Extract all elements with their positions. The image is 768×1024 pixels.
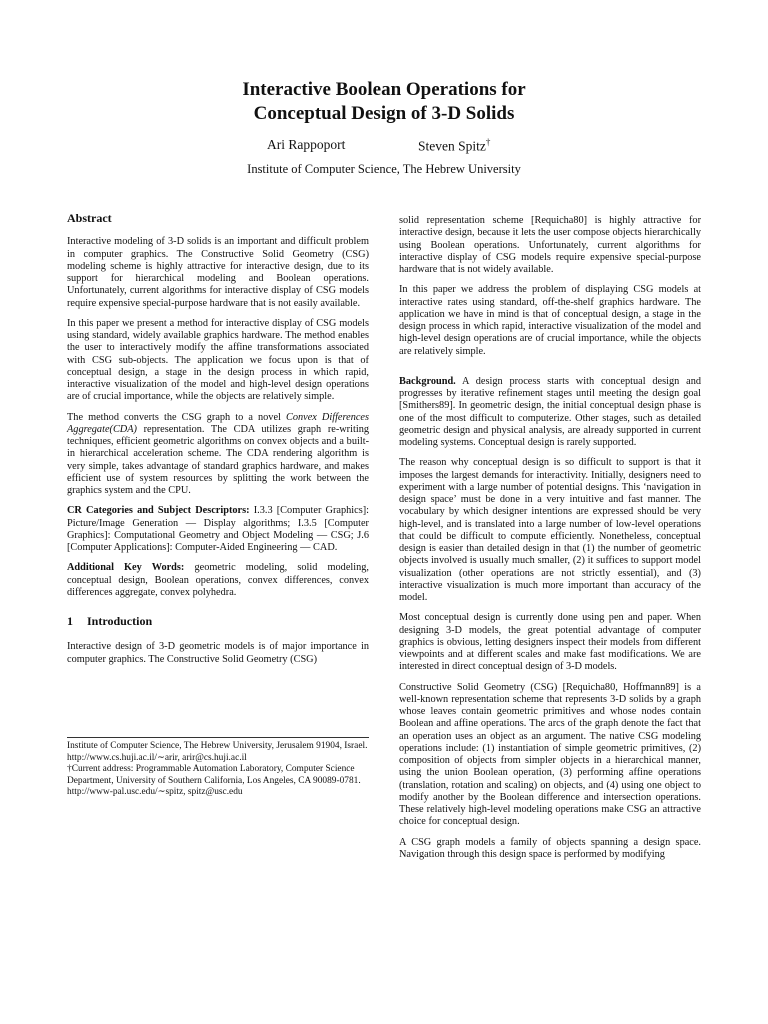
left-column xyxy=(67,212,369,674)
author-spitz-name: Steven Spitz xyxy=(418,138,486,154)
abstract-heading: Abstract xyxy=(67,211,112,225)
section-heading-introduction xyxy=(67,615,369,627)
background-heading: Background. xyxy=(399,375,456,387)
affiliation: Institute of Computer Science, The Hebrew University xyxy=(247,162,521,176)
cr-categories-text: I.3.3 [Computer Graphics]: Picture/Image Generation — Display algorithms; I.3.5 [Computer Graphics]: Computational Geometry and Object Modeling — CSG; J.6 [Computer Applications]: Computer-Aided Engineering — CAD. xyxy=(67,505,369,553)
footnote-2: †Current address: Programmable Automation Laboratory, Computer Science Department, University of Southern California, Los Angeles, CA 90089-0781. http://www-pal.usc.edu/∼spitz, spitz@usc.edu xyxy=(67,764,361,797)
right-paragraph-2: In this paper we address the problem of displaying CSG models at interactive rates using standard, off-the-shelf graphics hardware. The application we have in mind is that of conceptual design, a stage in the design process in which rapid, interactive visualization of the model and high-level design operations are of crucial importance, while the objects are relatively simple. xyxy=(399,284,701,357)
keywords-heading: Additional Key Words: xyxy=(67,562,185,574)
author-list xyxy=(0,137,768,157)
abstract-p3-start: The method converts the CSG graph to a novel xyxy=(67,411,286,423)
background-text: A design process starts with conceptual design and progresses by iterative refinement stages until meeting the design goal [Smithers89]. In geometric design, the initial conceptual design phase is one of the most difficult to computerize. Other stages, such as detailed geometric design and physical analysis, are already supported in current modeling systems. Conceptual design is rarely supported. xyxy=(399,375,701,448)
footnote-text xyxy=(67,741,369,799)
abstract-p3-end: representation. The CDA utilizes graph re-writing techniques, efficient geometric algorithms on convex objects and a built-in hierarchical acceleration scheme. The CDA rendering algorithm is very simple, takes advantage of standard graphics hardware, and makes efficient use of system resources by splitting the work between the graphics system and the CPU. xyxy=(67,423,369,496)
right-paragraph-6: Constructive Solid Geometry (CSG) [Requicha80, Hoffmann89] is a well-known representation scheme that represents 3-D solids by a graph whose leaves contain geometric primitives and whose nodes contain Boolean and affine operations. The arcs of the graph denote the fact that an operation uses an object as an argument. The native CSG modeling operations include: (1) instantiation of simple geometric primitives, (2) composition of objects from simpler objects in a hierarchical manner, using the union Boolean operation, (3) performing affine operations (translation, rotation and scaling) on objects, and (4) using one object to modify another by the Boolean difference and intersection operations. These relatively high-level modeling operations make CSG an attractive choice for conceptual design. xyxy=(399,681,701,828)
cr-categories-heading: CR Categories and Subject Descriptors: xyxy=(67,505,250,517)
right-paragraph-7: A CSG graph models a family of objects spanning a design space. Navigation through this design space is performed by modifying xyxy=(399,836,701,860)
right-paragraph-1: solid representation scheme [Requicha80] is highly attractive for interactive design, because it lets the user compose objects hierarchically using Boolean operations. Unfortunately, current algorithms for interactive display of CSG models require expensive special-purpose hardware that is not widely available. xyxy=(399,215,701,275)
footnote-1: Institute of Computer Science, The Hebrew University, Jerusalem 91904, Israel. http://www.cs.huji.ac.il/∼arir, arir@cs.huji.ac.il xyxy=(67,741,368,763)
cda-term: Convex Differences Aggregate(CDA) xyxy=(67,411,369,435)
abstract-paragraph-3 xyxy=(67,412,369,498)
background-paragraph xyxy=(399,376,701,450)
right-column xyxy=(399,215,701,869)
right-paragraph-5: Most conceptual design is currently done using pen and paper. When designing 3-D models, the great potential advantage of computer graphics is obvious, letting designers inspect their models from different viewpoints and at different scales and make fast modifications. We are interested in direct conceptual design of 3-D models. xyxy=(399,612,701,673)
dagger-mark: † xyxy=(485,137,491,147)
author-spitz xyxy=(418,137,490,155)
title-line-1: Interactive Boolean Operations for xyxy=(242,79,526,100)
section-number: 1 xyxy=(67,614,73,628)
intro-paragraph-1: Interactive design of 3-D geometric models is of major importance in computer graphics. The Constructive Solid Geometry (CSG) xyxy=(67,641,369,665)
section-title: Introduction xyxy=(87,614,153,628)
keywords-text: geometric modeling, solid modeling, conceptual design, Boolean operations, convex differences, convex differences aggregate, convex polyhedra. xyxy=(67,562,369,598)
title-line-2: Conceptual Design of 3-D Solids xyxy=(253,103,515,124)
paper-title xyxy=(0,78,768,126)
author-rappoport: Ari Rappoport xyxy=(267,137,346,152)
footnote-rule xyxy=(67,737,369,738)
abstract-paragraph-1: Interactive modeling of 3-D solids is an important and difficult problem in computer graphics. The Constructive Solid Geometry (CSG) modeling scheme is highly attractive for interactive design, due to its support for hierarchical modeling and Boolean operations. Unfortunately, current algorithms for interactive display of CSG models require expensive special-purpose hardware that is not easily available. xyxy=(67,236,369,309)
cr-categories xyxy=(67,505,369,554)
keywords xyxy=(67,562,369,599)
abstract-paragraph-2: In this paper we present a method for interactive display of CSG models using standard, widely available graphics hardware. The method enables the user to interactively modify the affine transformations associated with CSG sub-objects. The application we focus upon is that of conceptual design, a stage in the design process in which rapid, interactive visualization of the model and high-level design operations are of crucial importance, while the objects are relatively simple. xyxy=(67,317,369,403)
right-paragraph-4: The reason why conceptual design is so difficult to support is that it imposes the largest demands for interactivity. Initially, designers need to experiment with a large number of potential designs. This ‘navigation in design space’ must be done in a very intuitive and fast manner. The vocabulary by which designer intentions are expressed should be very high-level, and is translated into a large number of low-level operations that could be difficult to compute efficiently. Nonetheless, conceptual design is easier than detailed design in that (1) the number of geometric objects involved is usually much smaller, (2) it suffices to support model visualization (other operations are not strictly essential), and (3) interactive visualization is much more important than accuracy of the model. xyxy=(399,457,701,603)
